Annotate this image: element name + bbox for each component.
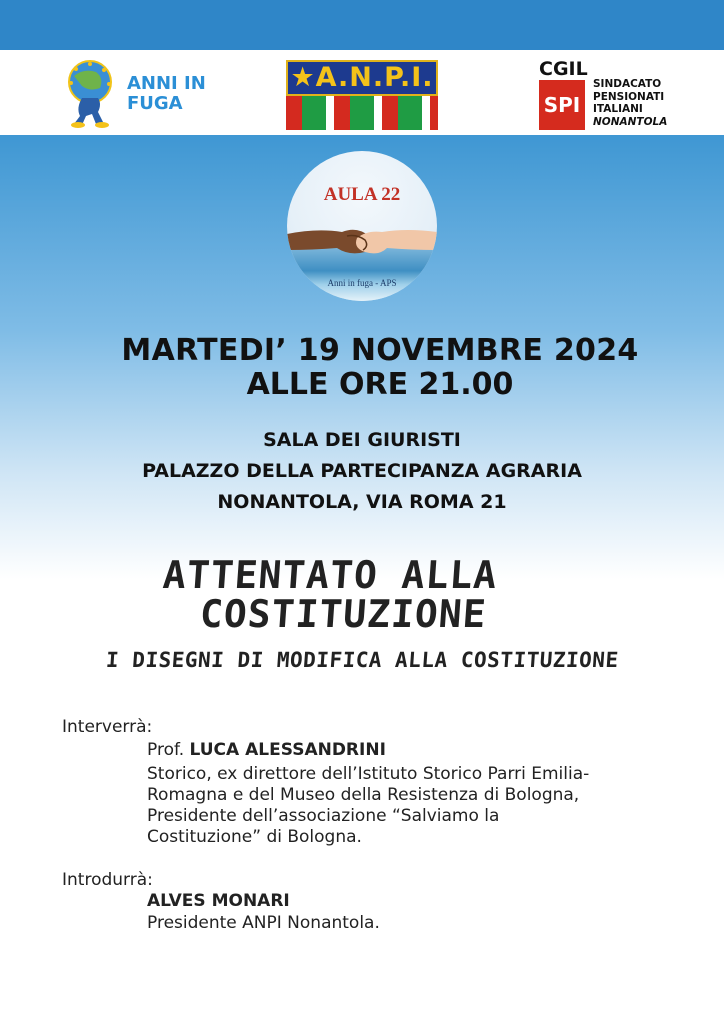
cgil-name: CGIL [539,58,588,80]
spi-line2: PENSIONATI [593,90,665,103]
speaker-name: LUCA ALESSANDRINI [189,740,386,760]
anni-line2: FUGA [127,93,183,114]
event-title-line1: ATTENTATO ALLA [161,553,499,597]
spi-city: NONANTOLA [593,115,668,128]
speaker-heading [147,740,386,761]
speaker-bio [147,764,589,848]
event-title-line2: COSTITUZIONE [198,592,489,636]
italian-flag-stripes [286,96,438,130]
speaker-prefix: Prof. [147,740,185,760]
anpi-banner [286,60,438,96]
aula-title: AULA 22 [323,184,401,205]
venue-room: SALA DEI GIURISTI [263,429,461,451]
handshake-icon [287,206,437,266]
spi-badge [539,80,585,130]
globe-figure-icon [60,58,122,130]
event-time: ALLE ORE 21.00 [246,367,514,402]
spi-label: SPI [543,93,581,117]
intro-name: ALVES MONARI [147,891,290,911]
speaker-bio-line: Storico, ex direttore dell’Istituto Storico Parri Emilia- [147,764,590,784]
anni-in-fuga-text [127,74,206,114]
speaker-bio-line: Romagna e del Museo della Resistenza di Bologna, [147,785,580,805]
speaker-label: Interverrà: [62,717,153,737]
venue-address: NONANTOLA, VIA ROMA 21 [217,491,507,513]
speaker-bio-line: Presidente dell’associazione “Salviamo la [147,806,500,826]
venue-building: PALAZZO DELLA PARTECIPANZA AGRARIA [142,460,582,482]
aula-caption: Anni in fuga - APS [327,278,397,288]
anpi-name: A.N.P.I. [315,62,434,93]
intro-label: Introdurrà: [62,870,153,890]
top-color-band [0,0,724,50]
event-date: MARTEDI’ 19 NOVEMBRE 2024 [121,333,639,368]
event-subtitle: I DISEGNI DI MODIFICA ALLA COSTITUZIONE [105,648,620,672]
spi-line3: ITALIANI [593,103,643,115]
intro-role: Presidente ANPI Nonantola. [147,913,380,933]
spi-line1: SINDACATO [593,78,662,90]
anni-line1: ANNI IN [127,73,206,94]
cgil-spi-logo [537,58,677,134]
anpi-star-icon: ★ [290,62,316,93]
aula-22-logo [287,151,437,301]
speaker-bio-line: Costituzione” di Bologna. [147,827,362,847]
spi-description [593,78,667,128]
anpi-logo [286,60,438,132]
